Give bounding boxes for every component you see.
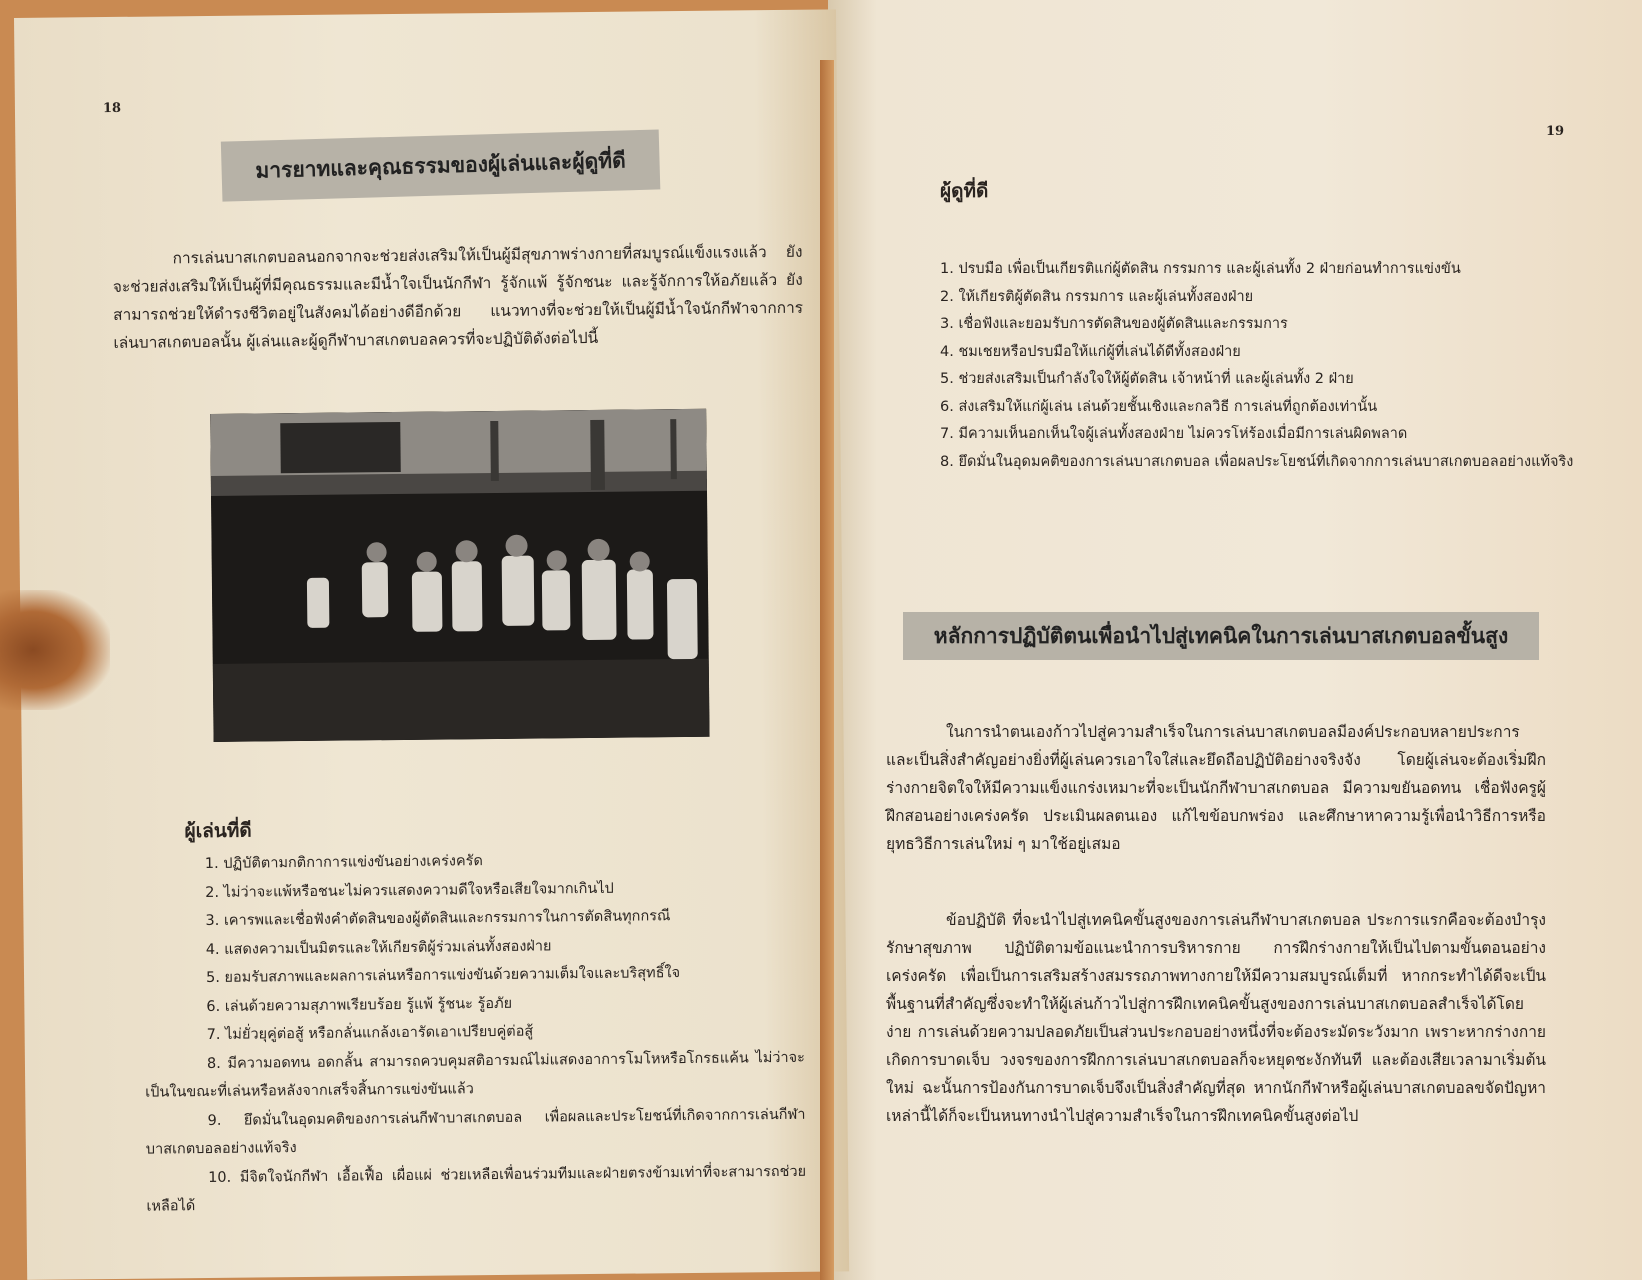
players-list [143,844,807,1221]
list-item: 5. ช่วยส่งเสริมเป็นกำลังใจให้ผู้ตัดสิน เจ้าหน้าที่ และผู้เล่นทั้ง 2 ฝ่าย [940,371,1354,387]
intro-paragraph [112,238,803,357]
list-item: 1. ปรบมือ เพื่อเป็นเกียรติแก่ผู้ตัดสิน กรรมการ และผู้เล่นทั้ง 2 ฝ่ายก่อนทำการแข่งขัน [940,261,1461,277]
list-item: 4. ชมเชยหรือปรบมือให้แก่ผู้ที่เล่นได้ดีทั้งสองฝ่าย [940,343,1241,360]
paragraph [886,906,1546,1130]
list-item: 4. แสดงความเป็นมิตรและให้เกียรติผู้ร่วมเล่นทั้งสองฝ่าย [205,937,552,958]
list-item: 3. เชื่อฟังและยอมรับการตัดสินของผู้ตัดสินและกรรมการ [940,316,1288,332]
spectators-heading: ผู้ดูที่ดี [940,180,989,202]
list-item: 8. มีความอดทน อดกลั้น สามารถควบคุมสติอารมณ์ไม่แสดงอาการโมโหหรือโกรธแค้น ไม่ว่าจะเป็นในขณะที่เล่นหรือหลังจากเสร็จสิ้นการแข่งขันแล้ว [145,1049,806,1101]
paragraph [886,718,1546,858]
list-item: 2. ให้เกียรติผู้ตัดสิน กรรมการ และผู้เล่นทั้งสองฝ่าย [940,288,1254,305]
list-item: 2. ไม่ว่าจะแพ้หรือชนะไม่ควรแสดงความดีใจหรือเสียใจมากเกินไป [205,880,614,901]
section-title: หลักการปฏิบัติตนเพื่อนำไปสู่เทคนิคในการเล่นบาสเกตบอลขั้นสูง [903,612,1539,660]
photo-image [210,409,709,742]
page-title: มารยาทและคุณธรรมของผู้เล่นและผู้ดูที่ดี [221,129,661,201]
page-stain [0,590,110,710]
players-heading: ผู้เล่นที่ดี [184,819,252,843]
list-item: 6. เล่นด้วยความสุภาพเรียบร้อย รู้แพ้ รู้ชนะ รู้อภัย [206,995,513,1015]
list-item: 6. ส่งเสริมให้แก่ผู้เล่น เล่นด้วยชั้นเชิงและกลวิธี การเล่นที่ถูกต้องเท่านั้น [940,398,1378,415]
list-item: 1. ปฏิบัติตามกติกาการแข่งขันอย่างเคร่งครัด [204,853,483,873]
basketball-team-photo [210,409,709,742]
left-page [14,9,849,1280]
list-item: 9. ยึดมั่นในอุดมคติของการเล่นกีฬาบาสเกตบอล เพื่อผลและประโยชน์ที่เกิดจากการเล่นกีฬาบาสเกตบอลอย่างแท้จริง [145,1106,806,1158]
list-item: 7. มีความเห็นอกเห็นใจผู้เล่นทั้งสองฝ่าย ไม่ควรโห่ร้องเมื่อมีการเล่นผิดพลาด [940,426,1408,442]
spectators-list [940,256,1573,476]
page-number: 19 [1546,124,1565,139]
right-page [828,0,1642,1280]
list-item: 8. ยึดมั่นในอุดมคติของการเล่นบาสเกตบอล เพื่อผลประโยชน์ที่เกิดจากการเล่นบาสเกตบอลอย่างแท้จริง [940,453,1574,470]
book-spine [820,60,834,1280]
list-item: 7. ไม่ยั่วยุคู่ต่อสู้ หรือกลั่นแกล้งเอารัดเอาเปรียบคู่ต่อสู้ [206,1023,534,1044]
list-item: 10. มีจิตใจนักกีฬา เอื้อเฟื้อ เผื่อแผ่ ช่วยเหลือเพื่อนร่วมทีมและฝ่ายตรงข้ามเท่าที่จะสามารถช่วยเหลือได้ [146,1163,807,1215]
page-number: 18 [102,100,122,117]
paragraph-text: การเล่นบาสเกตบอลนอกจากจะช่วยส่งเสริมให้เป็นผู้มีสุขภาพร่างกายที่สมบูรณ์แข็งแรงแล้ว ยังจะช่วยส่งเสริมให้เป็นผู้ที่มีคุณธรรมและมีน้ำใจเป็นนักกีฬา รู้จักแพ้ รู้จักชนะ และรู้จักการให้อภัยแล้ว ยังสามารถช่วยให้ดำรงชีวิตอยู่ในสังคมได้อย่างดีอีกด้วย แนวทางที่จะช่วยให้เป็นผู้มีน้ำใจนักกีฬาจากการเล่นบาสเกตบอลนั้น ผู้เล่นและผู้ดูกีฬาบาสเกตบอลควรที่จะปฏิบัติดังต่อไปนี้ [112,242,804,352]
paragraph-text: ในการนำตนเองก้าวไปสู่ความสำเร็จในการเล่นบาสเกตบอลมีองค์ประกอบหลายประการ และเป็นสิ่งสำคัญอย่างยิ่งที่ผู้เล่นควรเอาใจใส่และยึดถือปฏิบัติอย่างจริงจัง โดยผู้เล่นจะต้องเริ่มฝึกร่างกายจิตใจให้มีความแข็งแกร่งเหมาะที่จะเป็นนักกีฬาบาสเกตบอล มีความขยันอดทน เชื่อฟังครูผู้ฝึกสอนอย่างเคร่งครัด ประเมินผลตนเอง แก้ไขข้อบกพร่อง และศึกษาหาความรู้เพื่อนำวิธีการหรือยุทธวิธีการเล่นใหม่ ๆ มาใช้อยู่เสมอ [886,723,1546,853]
paragraph-text: ข้อปฏิบัติ ที่จะนำไปสู่เทคนิคขั้นสูงของการเล่นกีฬาบาสเกตบอล ประการแรกคือจะต้องบำรุงรักษาสุขภาพ ปฏิบัติตามข้อแนะนำการบริหารกาย การฝึกร่างกายให้เป็นไปตามขั้นตอนอย่างเคร่งครัด เพื่อเป็นการเสริมสร้างสมรรถภาพทางกายให้มีความสมบูรณ์เต็มที่ หากกระทำได้ดีจะเป็นพื้นฐานที่สำคัญซึ่งจะทำให้ผู้เล่นก้าวไปสู่การฝึกเทคนิคขั้นสูงของการเล่นบาสเกตบอลสำเร็จได้โดยง่าย การเล่นด้วยความปลอดภัยเป็นส่วนประกอบอย่างหนึ่งที่จะต้องระมัดระวังมาก เพราะหากร่างกายเกิดการบาดเจ็บ วงจรของการฝึกการเล่นบาสเกตบอลก็จะหยุดชะงักทันที และต้องเสียเวลามาเริ่มต้นใหม่ ฉะนั้นการป้องกันการบาดเจ็บจึงเป็นสิ่งสำคัญที่สุด หากนักกีฬาหรือผู้เล่นบาสเกตบอลขจัดปัญหาเหล่านี้ได้ก็จะเป็นหนทางนำไปสู่ความสำเร็จในการฝึกเทคนิคขั้นสูงต่อไป [886,911,1546,1125]
list-item: 5. ยอมรับสภาพและผลการเล่นหรือการแข่งขันด้วยความเต็มใจและบริสุทธิ์ใจ [205,965,681,987]
list-item: 3. เคารพและเชื่อฟังคำตัดสินของผู้ตัดสินและกรรมการในการตัดสินทุกกรณี [205,908,671,930]
